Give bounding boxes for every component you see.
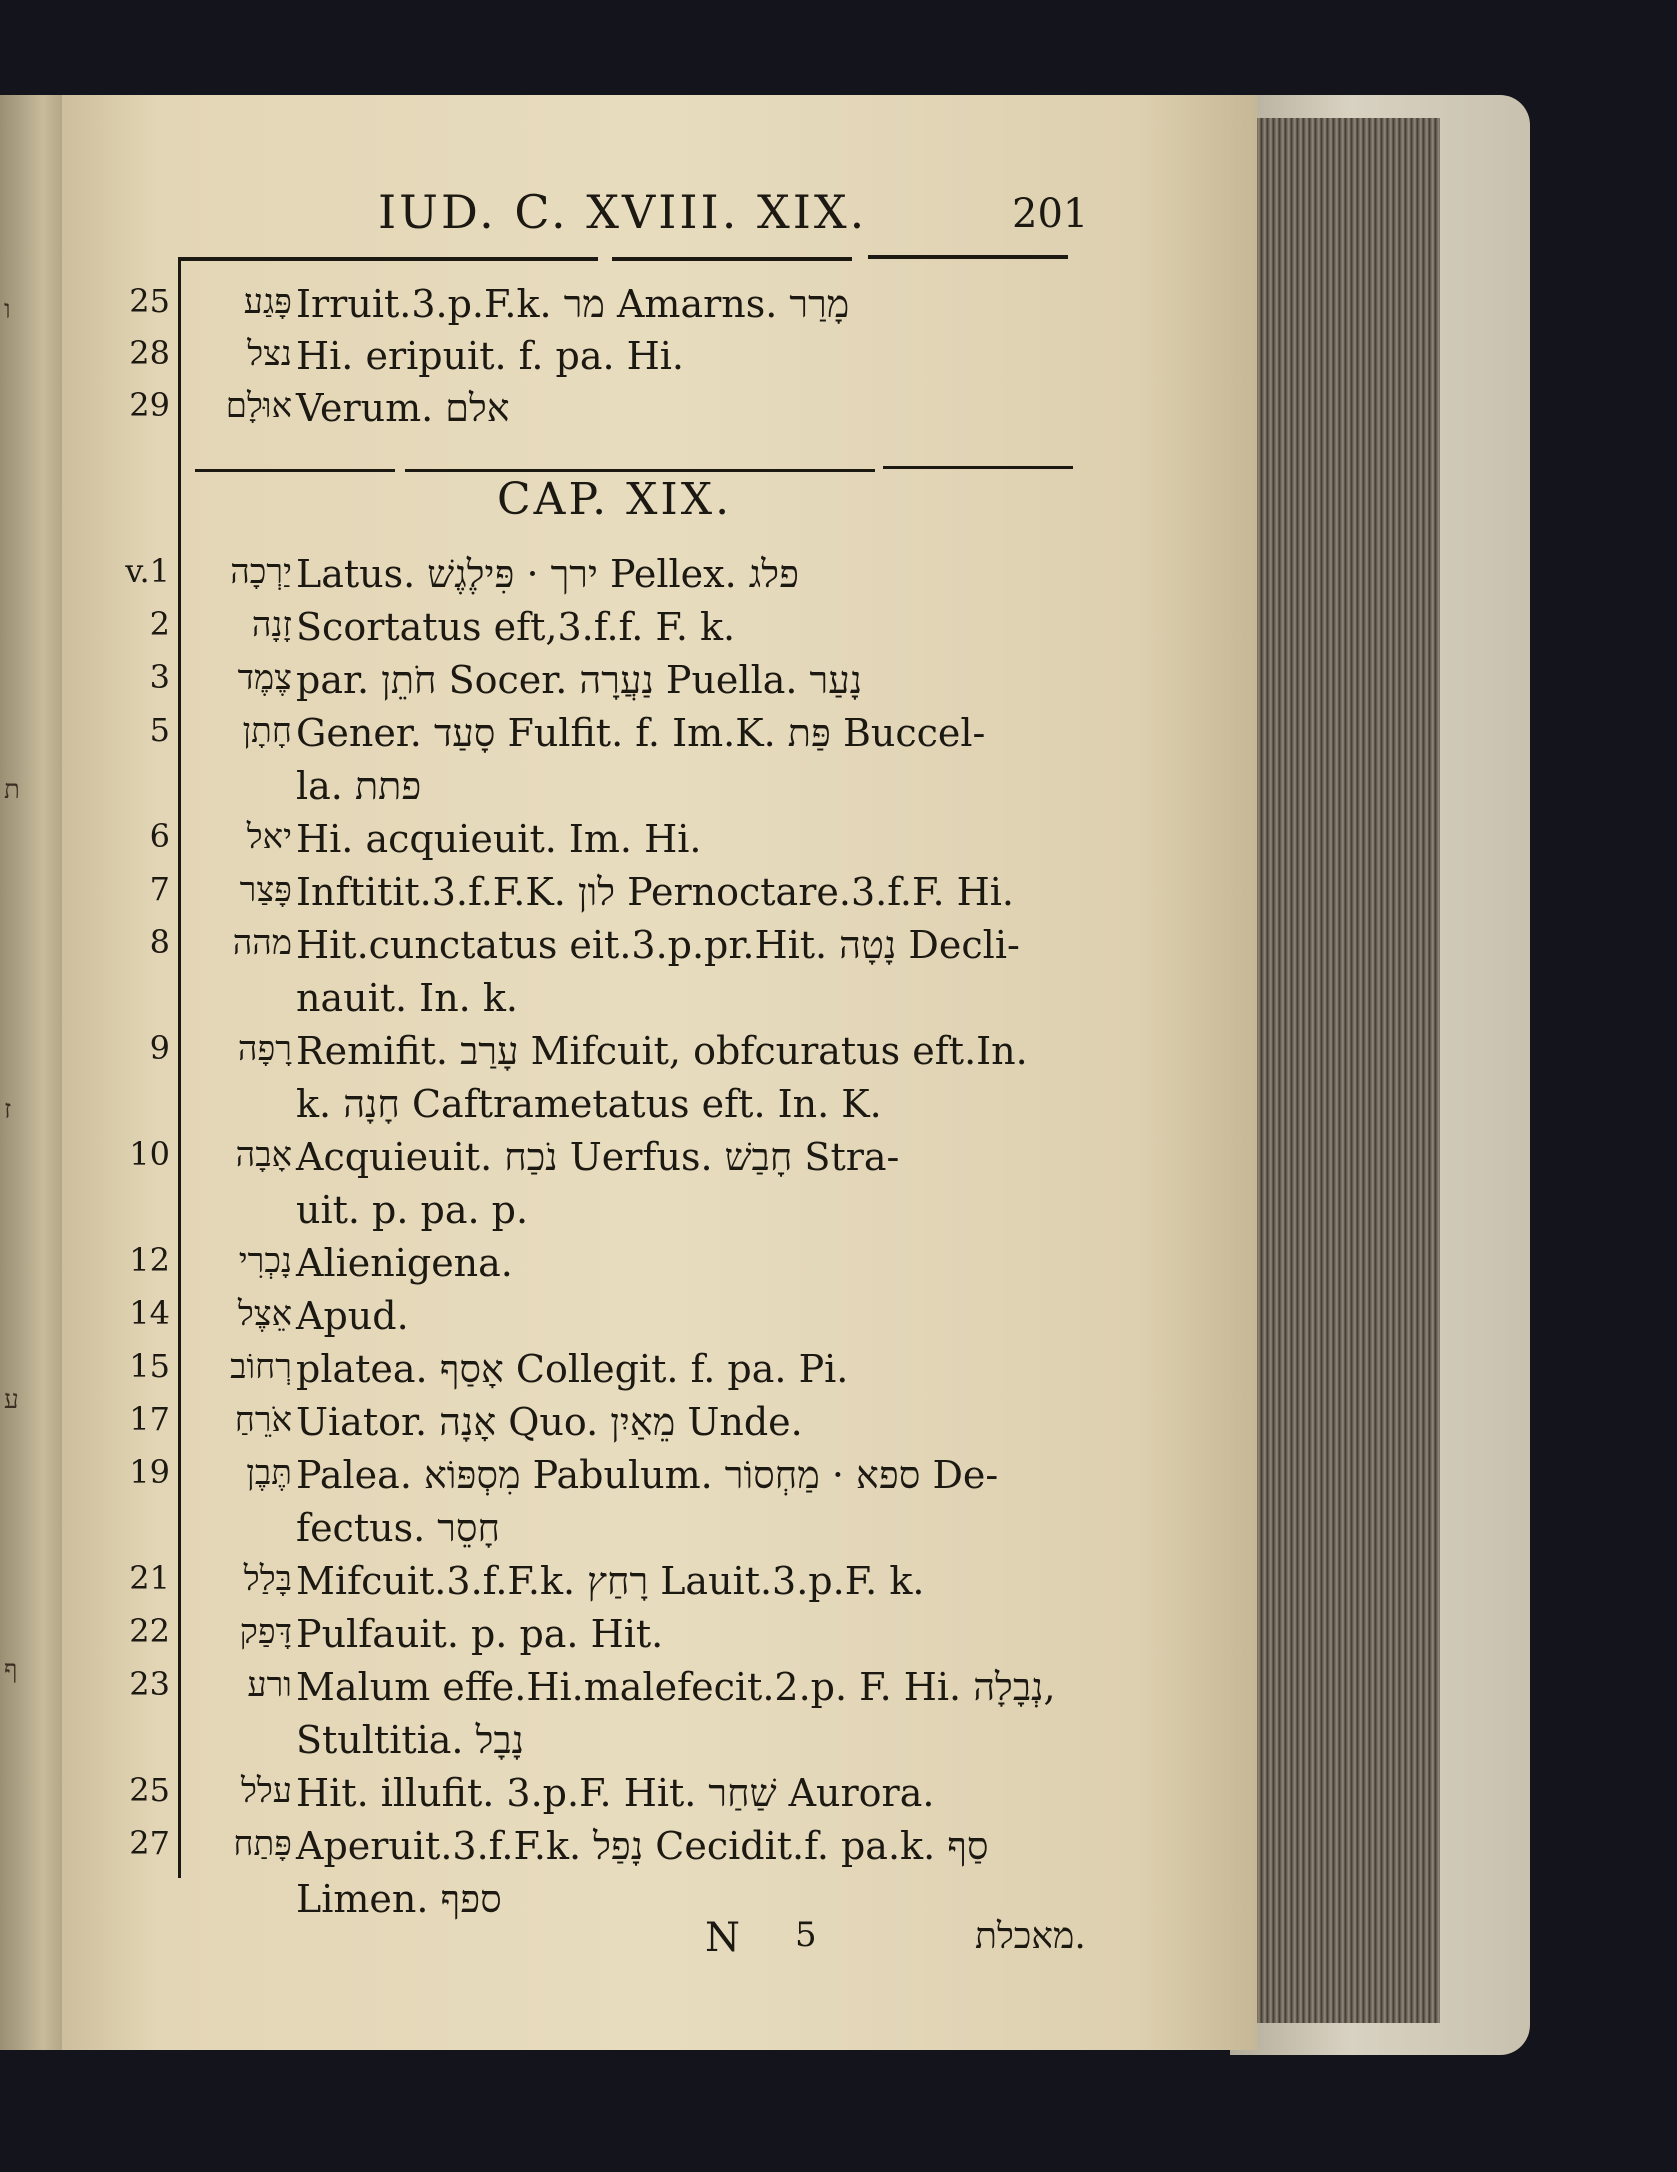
latin-gloss: Pulfauit. p. pa. Hit. [296,1612,664,1656]
head-rule [178,257,598,261]
entry-line [0,552,1677,604]
catchword: .מאכלת [975,1916,1086,1957]
hebrew-lemma: רָפָה [237,1029,292,1069]
verse-number: 2 [149,605,170,643]
head-rule [868,255,1068,259]
latin-gloss: la. פתת [296,764,422,808]
entry-line [0,1718,1677,1770]
hebrew-lemma: נצל [247,334,292,374]
verse-number: 23 [129,1665,170,1703]
verse-number: 28 [129,334,170,372]
hebrew-lemma: ורע [247,1665,292,1705]
page-number: 201 [1012,191,1089,237]
verse-number: 14 [129,1294,170,1332]
hebrew-lemma: אֹרֵחַ [234,1400,292,1440]
verse-number: 8 [149,923,170,961]
verse-number: 29 [129,386,170,424]
entry-line [0,923,1677,975]
facing-page-glyph: ע [4,1385,19,1415]
hebrew-lemma: יאל [246,817,292,857]
entry-line [0,817,1677,869]
facing-page-glyph: ו [4,295,11,325]
signature-mark: N [705,1915,740,1961]
latin-gloss: Verum. אלם [296,386,510,430]
entry-line [0,1188,1677,1240]
latin-gloss: Latus. ירך · פִּילֶגֶשׁ Pellex. פלג [296,552,799,596]
verse-number: v.1 [125,552,170,590]
signature-number: 5 [795,1915,817,1955]
entry-line [0,1771,1677,1823]
entry-line [0,1612,1677,1664]
verse-number: 12 [129,1241,170,1279]
entry-line [0,1453,1677,1505]
latin-gloss: Hit.cunctatus eit.3.p.pr.Hit. נָטָה Decli- [296,923,1020,967]
entry-line [0,1877,1677,1929]
verse-number: 19 [129,1453,170,1491]
latin-gloss: Stultitia. נָבָל [296,1718,525,1762]
verse-number: 21 [129,1559,170,1597]
entry-line [0,976,1677,1028]
hebrew-lemma: פָּתַח [233,1824,292,1864]
latin-gloss: Irruit.3.p.F.k. מר Amarns. מָרַר [296,282,850,326]
chapter-rule [195,469,395,472]
chapter-rule [883,466,1073,469]
hebrew-lemma: חָתָן [242,711,292,751]
hebrew-lemma: יַרְכָה [230,552,292,592]
latin-gloss: Alienigena. [296,1241,513,1285]
running-head [0,185,1677,245]
latin-gloss: Acquieuit. נֹכַח Uerfus. חָבַשׁ Stra- [296,1135,900,1179]
entry-line [0,1241,1677,1293]
hebrew-lemma: צֶמֶד [237,658,292,698]
entry-line [0,1824,1677,1876]
facing-page-glyph: ף [4,1655,18,1685]
hebrew-lemma: בָּלַל [243,1559,292,1599]
chapter-rule [405,469,875,472]
page-title: IUD. C. XVIII. XIX. [378,185,868,239]
hebrew-lemma: מהה [232,923,292,963]
hebrew-lemma: זָנָה [251,605,292,645]
verse-number: 25 [129,1771,170,1809]
verse-number: 6 [149,817,170,855]
hebrew-lemma: אָבָה [235,1135,292,1175]
entry-line [0,1294,1677,1346]
entry-line [0,1135,1677,1187]
latin-gloss: Gener. סָעַד Fulfit. f. Im.K. פַּת Buccel- [296,711,986,755]
latin-gloss: platea. אָסַף Collegit. f. pa. Pi. [296,1347,849,1391]
entry-line [0,386,1677,438]
verse-number: 25 [129,282,170,320]
chapter-heading: CAP. XIX. [497,474,733,525]
latin-gloss: nauit. In. k. [296,976,518,1020]
latin-gloss: Hi. acquieuit. Im. Hi. [296,817,702,861]
latin-gloss: par. חֹתֵן Socer. נַעֲרָה Puella. נָעַר [296,658,863,702]
latin-gloss: Inftitit.3.f.F.K. לון Pernoctare.3.f.F. Hi. [296,870,1014,914]
hebrew-lemma: נָכְרִי [238,1241,292,1281]
hebrew-lemma: פָּגַע [243,282,292,322]
latin-gloss: Scortatus eft,3.f.f. F. k. [296,605,736,649]
entry-line [0,1400,1677,1452]
head-rule [612,257,852,261]
latin-gloss: Hi. eripuit. f. pa. Hi. [296,334,685,378]
verse-number: 27 [129,1824,170,1862]
hebrew-lemma: אֵצֶל [237,1294,292,1334]
latin-gloss: Aperuit.3.f.F.k. נָפַל Cecidit.f. pa.k. סַף [296,1824,989,1868]
hebrew-lemma: תֶּבֶן [246,1453,292,1493]
entry-line [0,1665,1677,1717]
verse-number: 15 [129,1347,170,1385]
latin-gloss: Apud. [296,1294,409,1338]
entry-line [0,711,1677,763]
verse-number: 3 [149,658,170,696]
facing-page-glyph: ז [4,1095,12,1125]
entry-line [0,1506,1677,1558]
latin-gloss: Mifcuit.3.f.F.k. רָחַץ Lauit.3.p.F. k. [296,1559,925,1603]
entry-line [0,605,1677,657]
hebrew-lemma: אוּלָם [225,386,292,426]
entry-line [0,1559,1677,1611]
hebrew-lemma: דָּפַק [239,1612,292,1652]
latin-gloss: Malum effe.Hi.malefecit.2.p. F. Hi. נְבָלָה, [296,1665,1056,1709]
verse-number: 17 [129,1400,170,1438]
verse-number: 22 [129,1612,170,1650]
latin-gloss: Hit. illufit. 3.p.F. Hit. שַׁחַר Aurora. [296,1771,935,1815]
entry-line [0,282,1677,334]
entry-line [0,764,1677,816]
verse-number: 10 [129,1135,170,1173]
hebrew-lemma: עלל [240,1771,292,1811]
latin-gloss: Limen. ספף [296,1877,502,1921]
verse-number: 7 [149,870,170,908]
entry-line [0,1347,1677,1399]
latin-gloss: Palea. מִסְפּוֹא Pabulum. ספא · מַחְסוֹר De- [296,1453,999,1497]
entry-line [0,658,1677,710]
entry-line [0,870,1677,922]
facing-page-glyph: ת [4,775,20,805]
verse-number: 5 [149,711,170,749]
latin-gloss: k. חָנָה Caftrametatus eft. In. K. [296,1082,882,1126]
entry-line [0,1082,1677,1134]
entry-line [0,334,1677,386]
latin-gloss: Uiator. אָנָה Quo. מֵאַיִן Unde. [296,1400,803,1444]
hebrew-lemma: רְחוֹב [230,1347,292,1387]
latin-gloss: Remifit. עָרַב Mifcuit, obfcuratus eft.In. [296,1029,1028,1073]
latin-gloss: fectus. חָסֵר [296,1506,501,1550]
latin-gloss: uit. p. pa. p. [296,1188,529,1232]
entry-line [0,1029,1677,1081]
verse-number: 9 [149,1029,170,1067]
hebrew-lemma: פָּצַר [239,870,292,910]
